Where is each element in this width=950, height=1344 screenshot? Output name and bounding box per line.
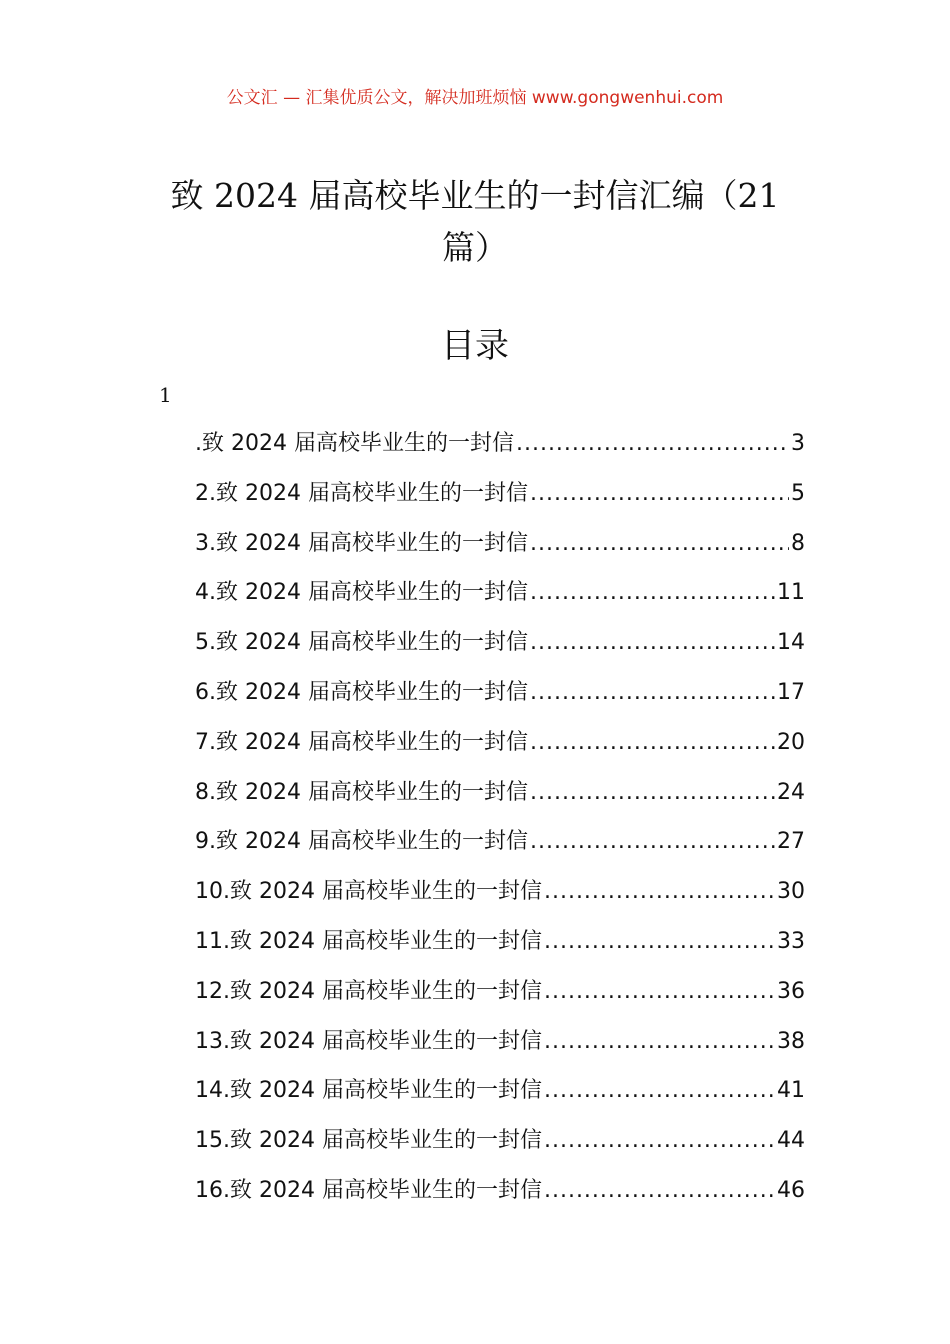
toc-page-number: 5 — [791, 480, 805, 506]
table-of-contents — [195, 419, 805, 1216]
toc-page-number: 30 — [777, 879, 805, 905]
toc-leader-dots — [544, 1017, 775, 1067]
toc-heading: 目录 — [441, 326, 509, 366]
toc-entry[interactable] — [195, 768, 805, 818]
toc-leader-dots — [530, 817, 775, 867]
document-title: 致 2024 届高校毕业生的一封信汇编（21 篇） — [170, 176, 780, 267]
toc-entry-title: 14.致 2024 届高校毕业生的一封信 — [195, 1078, 542, 1104]
toc-leader-dots — [544, 1166, 775, 1216]
toc-leader-dots — [530, 768, 775, 818]
toc-leader-dots — [544, 917, 775, 967]
toc-entry-title: 5.致 2024 届高校毕业生的一封信 — [195, 630, 528, 656]
toc-entry-title: 7.致 2024 届高校毕业生的一封信 — [195, 729, 528, 755]
toc-page-number: 46 — [777, 1177, 805, 1203]
toc-page-number: 17 — [777, 679, 805, 705]
toc-entry-title: 15.致 2024 届高校毕业生的一封信 — [195, 1128, 542, 1154]
toc-entry-title: 6.致 2024 届高校毕业生的一封信 — [195, 679, 528, 705]
toc-leader-dots — [544, 1116, 775, 1166]
toc-entry-title: .致 2024 届高校毕业生的一封信 — [195, 431, 514, 456]
toc-leader-dots — [530, 718, 775, 768]
toc-leader-dots — [544, 967, 775, 1017]
toc-entry[interactable] — [195, 668, 805, 718]
toc-page-number: 24 — [777, 779, 805, 805]
toc-leader-dots — [530, 568, 775, 618]
toc-leader-dots — [530, 668, 775, 718]
toc-entry[interactable] — [195, 718, 805, 768]
toc-entry[interactable] — [195, 519, 805, 569]
toc-leader-dots — [516, 419, 789, 469]
toc-leader-dots — [544, 867, 775, 917]
orphan-list-number: 1 — [159, 383, 172, 407]
toc-entry[interactable] — [195, 1017, 805, 1067]
toc-entry-title: 10.致 2024 届高校毕业生的一封信 — [195, 879, 542, 905]
toc-entry-title: 2.致 2024 届高校毕业生的一封信 — [195, 480, 528, 506]
toc-entry-title: 12.致 2024 届高校毕业生的一封信 — [195, 978, 542, 1004]
toc-page-number: 3 — [791, 431, 805, 456]
toc-entry[interactable] — [195, 967, 805, 1017]
toc-entry[interactable] — [195, 419, 805, 469]
toc-entry-title: 11.致 2024 届高校毕业生的一封信 — [195, 928, 542, 954]
toc-page-number: 38 — [777, 1028, 805, 1054]
toc-entry[interactable] — [195, 867, 805, 917]
toc-page-number: 41 — [777, 1078, 805, 1104]
toc-leader-dots — [530, 469, 789, 519]
toc-page-number: 27 — [777, 829, 805, 855]
toc-entry[interactable] — [195, 469, 805, 519]
toc-entry-title: 16.致 2024 届高校毕业生的一封信 — [195, 1177, 542, 1203]
toc-entry[interactable] — [195, 817, 805, 867]
toc-entry[interactable] — [195, 1166, 805, 1216]
toc-entry[interactable] — [195, 568, 805, 618]
toc-page-number: 14 — [777, 630, 805, 656]
toc-page-number: 44 — [777, 1128, 805, 1154]
toc-entry-title: 13.致 2024 届高校毕业生的一封信 — [195, 1028, 542, 1054]
site-header-banner[interactable]: 公文汇 — 汇集优质公文，解决加班烦恼 www.gongwenhui.com — [226, 88, 724, 108]
toc-leader-dots — [530, 519, 789, 569]
toc-entry[interactable] — [195, 1116, 805, 1166]
toc-entry[interactable] — [195, 618, 805, 668]
toc-entry-title: 3.致 2024 届高校毕业生的一封信 — [195, 530, 528, 556]
toc-entry-title: 8.致 2024 届高校毕业生的一封信 — [195, 779, 528, 805]
toc-page-number: 8 — [791, 530, 805, 556]
toc-leader-dots — [544, 1066, 775, 1116]
toc-page-number: 33 — [777, 928, 805, 954]
toc-page-number: 20 — [777, 729, 805, 755]
toc-entry-title: 4.致 2024 届高校毕业生的一封信 — [195, 580, 528, 606]
toc-page-number: 11 — [777, 580, 805, 606]
toc-entry[interactable] — [195, 1066, 805, 1116]
toc-entry[interactable] — [195, 917, 805, 967]
toc-page-number: 36 — [777, 978, 805, 1004]
toc-entry-title: 9.致 2024 届高校毕业生的一封信 — [195, 829, 528, 855]
toc-leader-dots — [530, 618, 775, 668]
